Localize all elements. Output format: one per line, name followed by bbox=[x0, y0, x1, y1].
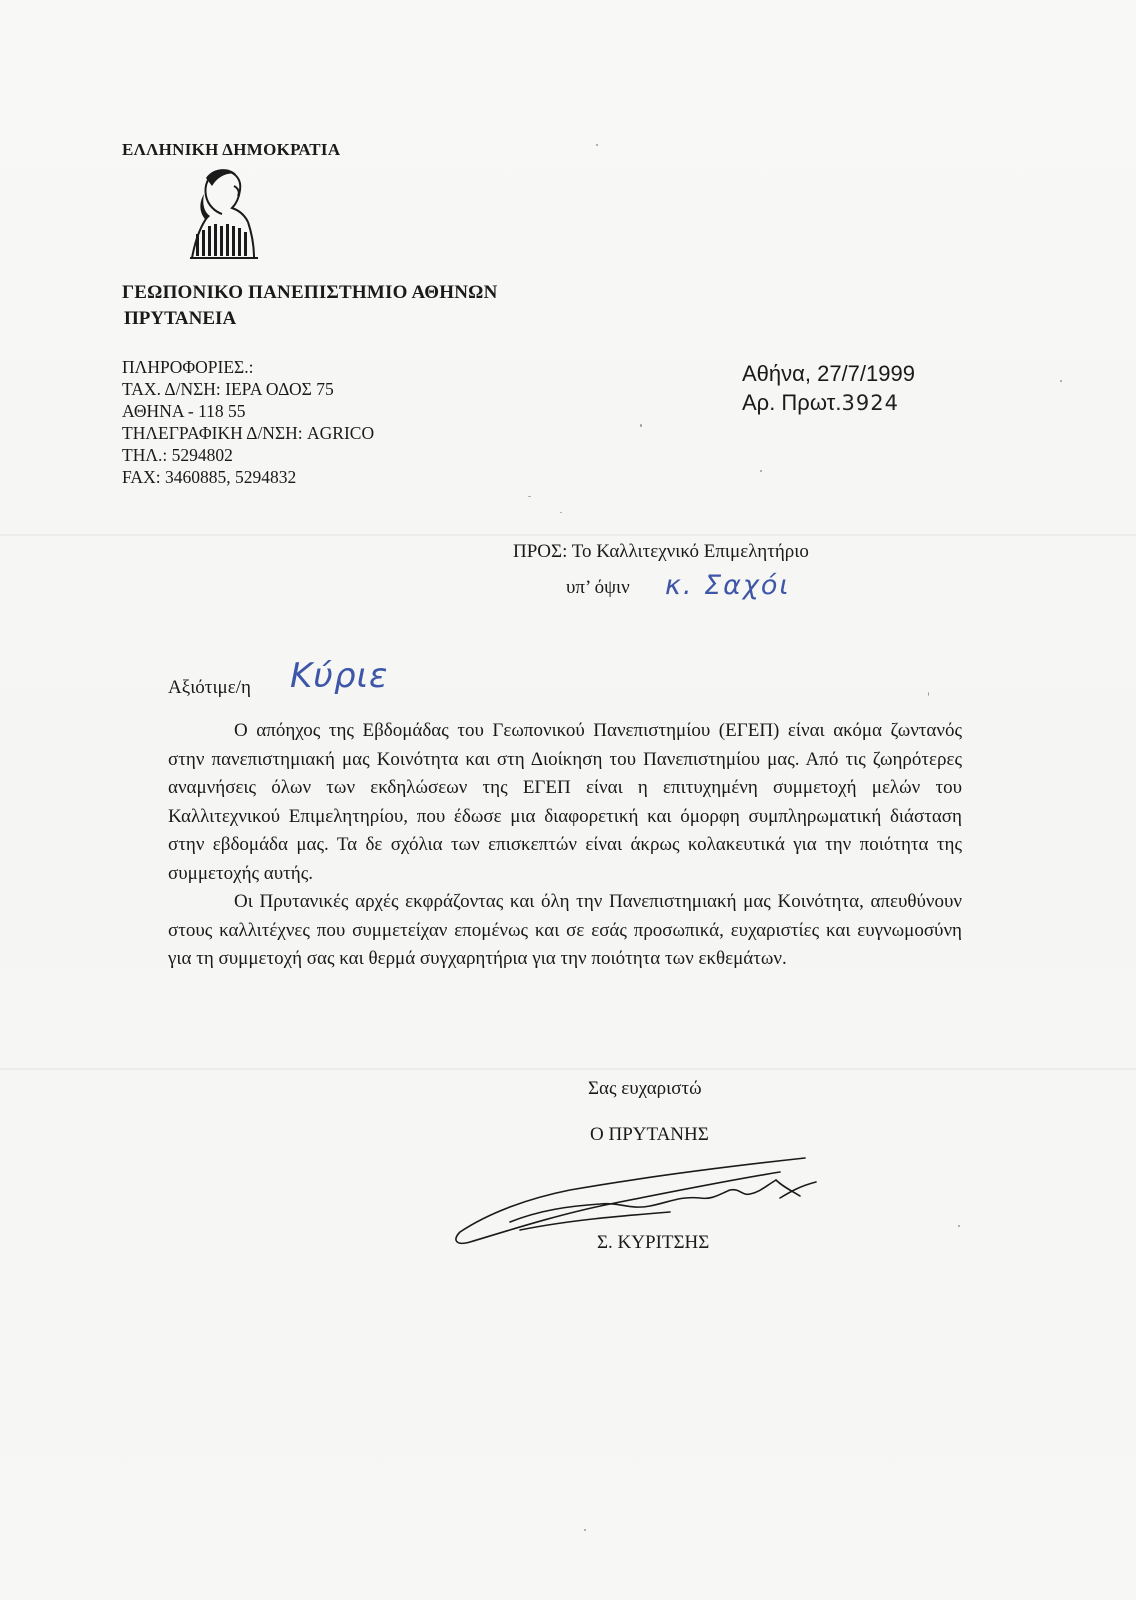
phone-line: ΤΗΛ.: 5294802 bbox=[122, 445, 233, 465]
signatory-title: Ο ΠΡΥΤΑΝΗΣ bbox=[590, 1124, 709, 1145]
athena-head-emblem-icon bbox=[178, 164, 262, 264]
dateline-block bbox=[742, 359, 915, 418]
scan-speck bbox=[928, 692, 929, 696]
info-label: ΠΛΗΡΟΦΟΡΙΕΣ.: bbox=[122, 357, 254, 377]
attention-label: υπ’ όψιν bbox=[566, 577, 630, 598]
scan-speck bbox=[640, 424, 642, 427]
scan-speck bbox=[528, 496, 531, 497]
handwritten-attention-name: κ. Σαχόι bbox=[665, 570, 791, 601]
signatory-name: Σ. ΚΥΡΙΤΣΗΣ bbox=[597, 1232, 710, 1253]
protocol-line bbox=[742, 388, 915, 418]
scan-speck bbox=[596, 144, 598, 146]
page-fold bbox=[0, 1068, 1136, 1070]
protocol-label: Αρ. Πρωτ. bbox=[742, 390, 842, 415]
telegraph-line: ΤΗΛΕΓΡΑΦΙΚΗ Δ/ΝΣΗ: AGRICO bbox=[122, 423, 375, 443]
department-name: ΠΡΥΤΑΝΕΙΑ bbox=[124, 308, 237, 329]
address-line: ΤΑΧ. Δ/ΝΣΗ: ΙΕΡΑ ΟΔΟΣ 75 bbox=[122, 379, 334, 399]
republic-heading: ΕΛΛΗΝΙΚΗ ΔΗΜΟΚΡΑΤΙΑ bbox=[122, 140, 341, 159]
scan-speck bbox=[760, 470, 762, 472]
city-line: ΑΘΗΝΑ - 118 55 bbox=[122, 401, 246, 421]
scan-speck bbox=[958, 1225, 960, 1227]
contact-block bbox=[122, 356, 374, 488]
scan-speck bbox=[584, 1529, 586, 1531]
scan-speck bbox=[1060, 380, 1062, 382]
scan-speck bbox=[560, 512, 562, 513]
letter-body bbox=[168, 717, 962, 974]
page-fold bbox=[0, 534, 1136, 536]
recipient-line: ΠΡΟΣ: Το Καλλιτεχνικό Επιμελητήριο bbox=[513, 541, 809, 562]
salutation-handwritten: Κύριε bbox=[290, 656, 389, 696]
university-name: ΓΕΩΠΟΝΙΚΟ ΠΑΝΕΠΙΣΤΗΜΙΟ ΑΘΗΝΩΝ bbox=[122, 282, 498, 303]
letter-date: Αθήνα, 27/7/1999 bbox=[742, 361, 915, 386]
body-paragraph: Οι Πρυτανικές αρχές εκφράζοντας και όλη την Πανεπιστημιακή μας Κοινότητα, απευθύνουν στους καλλιτέχνες που συμμετείχαν επομένως και σε εσάς προσωπικά, ευχαριστίες και ευγνωμοσύνη για τη συμμετοχή σας και θερμά συγχαρητήρια για την ποιότητα των εκθεμάτων. bbox=[168, 891, 962, 969]
protocol-number: 3924 bbox=[841, 391, 899, 415]
salutation-printed: Αξιότιμε/η bbox=[168, 677, 251, 698]
body-paragraph: Ο απόηχος της Εβδομάδας του Γεωπονικού Πανεπιστημίου (ΕΓΕΠ) είναι ακόμα ζωντανός στην πανεπιστημιακή μας Κοινότητα και στη Διοίκηση του Πανεπιστημίου μας. Από τις ζωηρότερες αναμνήσεις όλων των εκδηλώσεων της ΕΓΕΠ είναι η επιτυχημένη συμμετοχή μελών του Καλλιτεχνικού Επιμελητηρίου, που έδωσε μια διαφορετική και όμορφη συμπληρωματική διάσταση στην εβδομάδα μας. Τα δε σχόλια των επισκεπτών είναι άκρως κολακευτικά για την ποιότητα της συμμετοχής αυτής. bbox=[168, 720, 962, 884]
fax-line: FAX: 3460885, 5294832 bbox=[122, 467, 297, 487]
closing-thanks: Σας ευχαριστώ bbox=[588, 1078, 702, 1099]
